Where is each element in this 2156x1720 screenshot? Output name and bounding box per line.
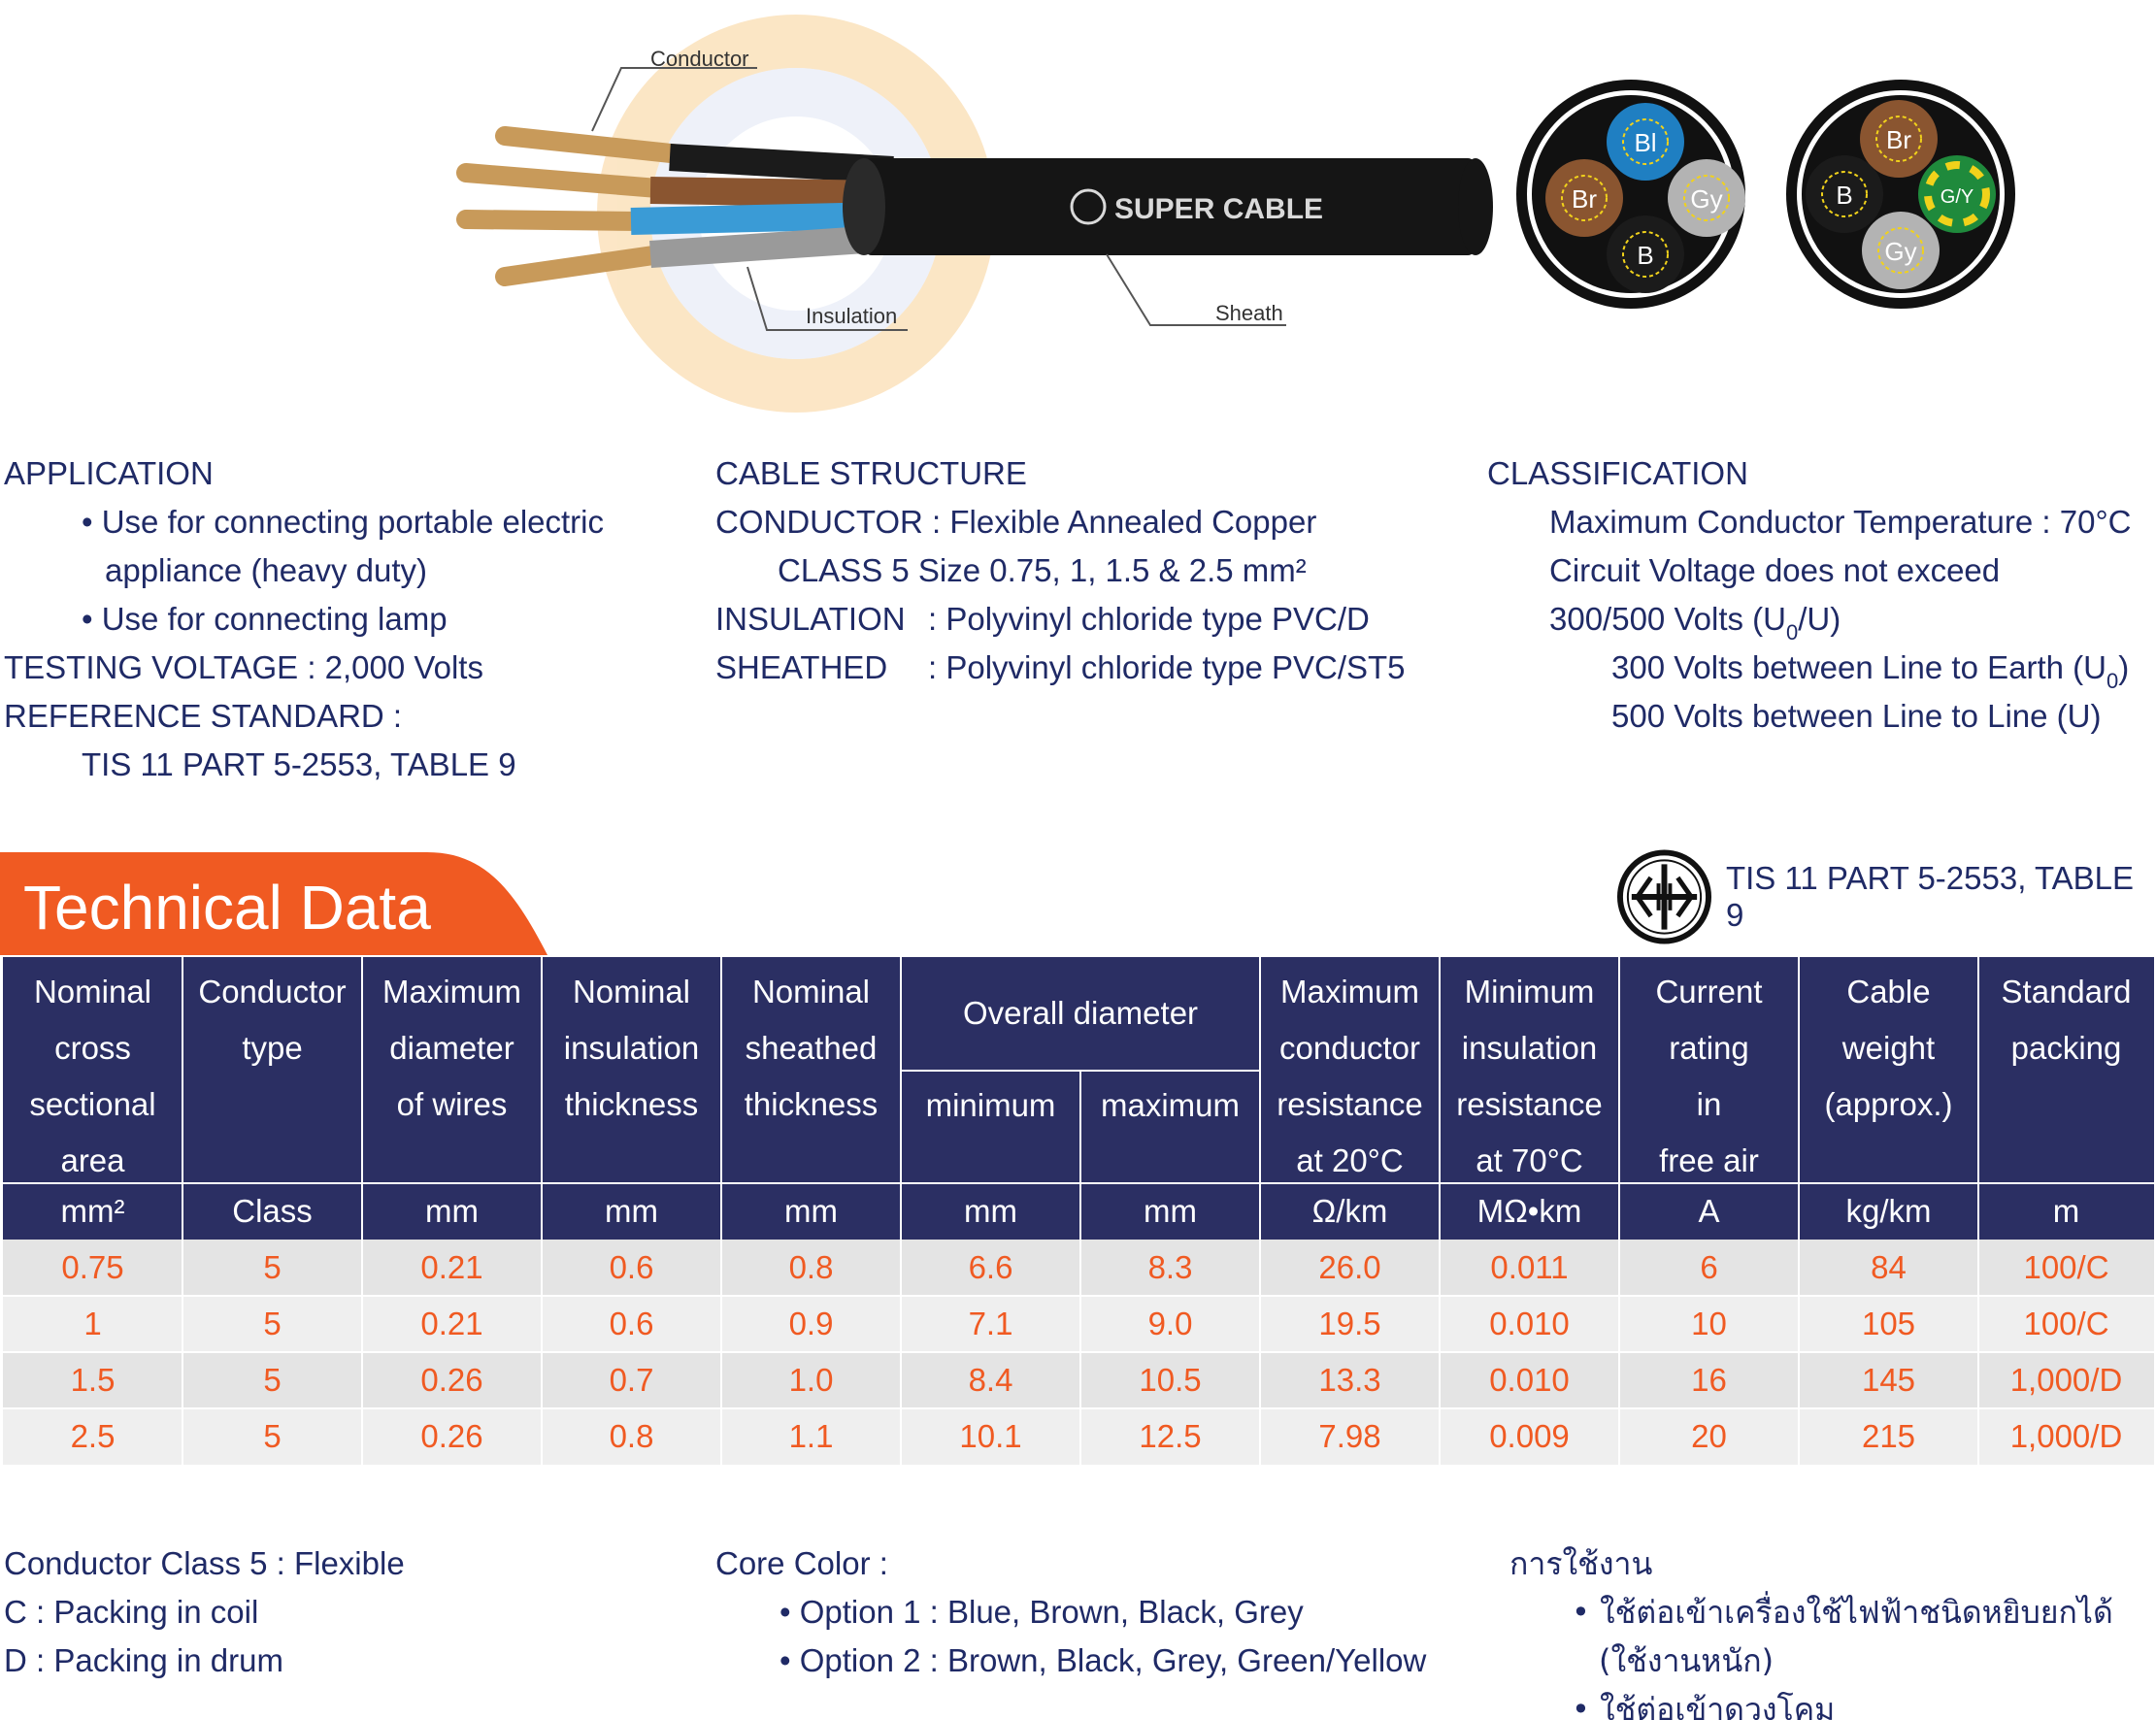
table-cell: 0.8 (788, 1249, 834, 1285)
line-to-line: 500 Volts between Line to Line (U) (1611, 698, 2102, 734)
note-line: D : Packing in drum (4, 1642, 283, 1678)
cross-section-option-2 (1786, 80, 2015, 309)
column-header (3, 957, 182, 1183)
column-header (1799, 957, 1978, 1183)
table-cell: 0.21 (420, 1249, 483, 1285)
table-cell: 100/C (2023, 1249, 2109, 1285)
voltage-rating-subscript: 0 (1786, 620, 1799, 645)
table-cell: 8.3 (1147, 1249, 1193, 1285)
group-header-overall-diameter: Overall diameter (962, 995, 1199, 1031)
table-cell: 7.1 (968, 1306, 1013, 1341)
column-header-line: insulation (563, 1030, 700, 1066)
technical-data-table (3, 957, 2154, 1465)
column-unit: mm (1144, 1193, 1197, 1229)
column-divider (1259, 957, 1261, 1465)
column-header-line: of wires (396, 1086, 508, 1122)
column-unit: mm (784, 1193, 838, 1229)
table-cell: 2.5 (70, 1418, 116, 1454)
footer-notes (4, 1539, 405, 1685)
column-header-line: Current (1655, 974, 1763, 1009)
table-cell: 10.1 (959, 1418, 1022, 1454)
core-label: G/Y (1940, 186, 1974, 208)
standard-reference-text: TIS 11 PART 5-2553, TABLE 9 (1725, 860, 2135, 933)
line-to-earth-text: 300 Volts between Line to Earth (U (1611, 649, 2106, 685)
column-header-line: type (242, 1030, 303, 1066)
conductor-spec-value: : Flexible Annealed Copper (922, 504, 1317, 540)
column-header-line: Cable (1846, 974, 1931, 1009)
cross-section-diagrams (1514, 78, 2029, 320)
column-header-line: area (60, 1142, 125, 1178)
column-unit: mm (425, 1193, 479, 1229)
table-cell: 0.26 (420, 1418, 483, 1454)
column-divider (900, 957, 902, 1465)
line-to-earth-text-end: ) (2118, 649, 2130, 685)
column-unit: mm (964, 1193, 1017, 1229)
core-color-option: • Option 2 : Brown, Black, Grey, Green/Yellow (779, 1642, 1427, 1678)
conductor-spec (715, 498, 1406, 546)
column-unit: A (1698, 1193, 1720, 1229)
table-cell: 19.5 (1318, 1306, 1381, 1341)
table-cell: 1,000/D (2009, 1418, 2123, 1454)
column-header-line: free air (1659, 1142, 1759, 1178)
table-cell: 0.8 (609, 1418, 654, 1454)
voltage-rating (1487, 595, 2132, 644)
row-divider (3, 1407, 2154, 1409)
column-header-line: insulation (1461, 1030, 1598, 1066)
classification-section (1487, 449, 2132, 741)
column-divider (541, 957, 543, 1465)
insulation-spec-value: : Polyvinyl chloride type PVC/D (928, 601, 1370, 637)
table-cell: 0.9 (788, 1306, 834, 1341)
core-label: Gy (1690, 184, 1723, 214)
column-divider (1977, 957, 1979, 1465)
tis-mark-icon (1616, 848, 1712, 945)
column-header (1978, 957, 2154, 1183)
column-header-line: sectional (29, 1086, 156, 1122)
conductor-label: Conductor (650, 47, 749, 71)
column-header-line: Nominal (572, 974, 691, 1009)
table-cell: 5 (263, 1306, 282, 1341)
table-cell: 0.011 (1490, 1249, 1569, 1285)
table-cell: 1 (83, 1306, 102, 1341)
column-header-line: cross (54, 1030, 131, 1066)
column-header (542, 957, 721, 1183)
column-header (1619, 957, 1799, 1183)
row-divider (3, 1351, 2154, 1353)
column-divider (1798, 957, 1800, 1465)
table-cell: 13.3 (1318, 1362, 1381, 1398)
table-cell: 7.98 (1318, 1418, 1381, 1454)
column-header-line: Standard (2001, 974, 2132, 1009)
conductor-spec-detail: CLASS 5 Size 0.75, 1, 1.5 & 2.5 mm² (778, 552, 1307, 588)
column-header-line: conductor (1279, 1030, 1420, 1066)
core-label: B (1637, 241, 1654, 270)
column-unit: Class (232, 1193, 313, 1229)
column-unit: mm² (60, 1193, 125, 1229)
callout-sheath (1107, 254, 1286, 325)
table-cell: 1,000/D (2009, 1362, 2123, 1398)
table-cell: 10.5 (1139, 1362, 1202, 1398)
application-bullet: • Use for connecting portable electric (82, 504, 604, 540)
table-cell: 0.009 (1489, 1418, 1570, 1454)
table-cell: 0.010 (1489, 1362, 1570, 1398)
column-header-line: at 70°C (1476, 1142, 1583, 1178)
column-header (721, 957, 901, 1183)
table-cell: 0.7 (609, 1362, 654, 1398)
column-header-line: thickness (744, 1086, 879, 1122)
table-cell: 6.6 (968, 1249, 1013, 1285)
column-header-line: sheathed (745, 1030, 878, 1066)
column-divider (1439, 957, 1441, 1465)
table-cell: 0.6 (609, 1249, 654, 1285)
conductor-spec-label: CONDUCTOR (715, 504, 923, 540)
table-cell: 100/C (2023, 1306, 2109, 1341)
core-label: B (1836, 181, 1853, 210)
insulation-label: Insulation (806, 304, 898, 328)
table-cell: 26.0 (1318, 1249, 1381, 1285)
core-color-option: • Option 1 : Blue, Brown, Black, Grey (779, 1594, 1304, 1630)
column-divider (361, 957, 363, 1465)
table-cell: 0.21 (420, 1306, 483, 1341)
column-header-line: Minimum (1464, 974, 1595, 1009)
core-label: Gy (1884, 237, 1917, 266)
header-divider (3, 1182, 2154, 1184)
table-cell: 0.6 (609, 1306, 654, 1341)
column-header (901, 1071, 1080, 1183)
column-divider (182, 957, 183, 1465)
column-header (362, 957, 542, 1183)
column-header-line: packing (2010, 1030, 2122, 1066)
column-header-line: at 20°C (1296, 1142, 1404, 1178)
standard-reference (1616, 848, 2156, 945)
testing-voltage: TESTING VOLTAGE : 2,000 Volts (4, 649, 483, 685)
table-cell: 0.010 (1489, 1306, 1570, 1341)
table-cell: 5 (263, 1418, 282, 1454)
column-header-line: maximum (1100, 1087, 1240, 1123)
insulation-spec-label: INSULATION (715, 601, 906, 637)
max-temperature: Maximum Conductor Temperature : 70°C (1549, 504, 2132, 540)
column-header-line: minimum (925, 1087, 1056, 1123)
reference-standard-heading: REFERENCE STANDARD : (4, 698, 403, 734)
column-unit: Ω/km (1311, 1193, 1388, 1229)
table-cell: 16 (1691, 1362, 1727, 1398)
table-cell: 145 (1861, 1362, 1916, 1398)
thai-application-section (1509, 1539, 2113, 1720)
brand-label: SUPER CABLE (1114, 193, 1324, 225)
table-cell: 1.1 (788, 1418, 834, 1454)
sheath-label: Sheath (1215, 301, 1283, 325)
insulation-spec (715, 595, 1406, 644)
thai-heading: การใช้งาน (1509, 1545, 1653, 1582)
application-bullet-continuation: appliance (heavy duty) (105, 552, 428, 588)
line-to-earth-subscript: 0 (2106, 669, 2119, 693)
table-cell: 1.0 (788, 1362, 834, 1398)
table-cell: 12.5 (1139, 1418, 1202, 1454)
core-label: Br (1572, 184, 1597, 214)
table-cell: 20 (1691, 1418, 1727, 1454)
table-cell: 0.26 (420, 1362, 483, 1398)
column-header-line: Maximum (381, 974, 521, 1009)
column-header-line: diameter (389, 1030, 514, 1066)
table-cell: 8.4 (968, 1362, 1013, 1398)
column-header-line: Nominal (751, 974, 871, 1009)
application-bullet: • Use for connecting lamp (82, 601, 448, 637)
voltage-rating-text: 300/500 Volts (U (1549, 601, 1786, 637)
cross-section-option-1 (1516, 80, 1745, 309)
sheathed-spec (715, 644, 1406, 692)
circuit-voltage: Circuit Voltage does not exceed (1549, 552, 2001, 588)
core-label: Bl (1634, 128, 1657, 157)
technical-data-title: Technical Data (23, 873, 431, 943)
header-divider (901, 1070, 1260, 1072)
core-color-heading: Core Color : (715, 1545, 888, 1581)
sheathed-spec-label: SHEATHED (715, 649, 888, 685)
column-header-line: rating (1669, 1030, 1749, 1066)
column-header-line: (approx.) (1824, 1086, 1953, 1122)
column-divider (1079, 1070, 1081, 1465)
note-line: C : Packing in coil (4, 1594, 259, 1630)
column-divider (720, 957, 722, 1465)
column-divider (1618, 957, 1620, 1465)
column-unit: mm (605, 1193, 658, 1229)
table-cell: 10 (1691, 1306, 1727, 1341)
table-cell: 0.75 (61, 1249, 124, 1285)
line-to-earth (1487, 644, 2132, 692)
column-header-line: thickness (564, 1086, 699, 1122)
column-header (1080, 1071, 1260, 1183)
table-cell: 84 (1871, 1249, 1907, 1285)
column-header-line: in (1696, 1086, 1722, 1122)
cable-sheath (843, 158, 1493, 255)
core-label: Br (1886, 125, 1911, 154)
thai-line: • ใช้ต่อเข้าดวงโคม (1572, 1691, 1836, 1720)
column-unit: kg/km (1845, 1193, 1932, 1229)
column-header-line: Nominal (33, 974, 152, 1009)
row-divider (3, 1295, 2154, 1297)
column-header (182, 957, 362, 1183)
table-cell: 6 (1700, 1249, 1718, 1285)
table-cell: 5 (263, 1362, 282, 1398)
column-header-line: Maximum (1279, 974, 1419, 1009)
application-heading: APPLICATION (4, 455, 214, 491)
table-cell: 5 (263, 1249, 282, 1285)
column-header-line: resistance (1277, 1086, 1423, 1122)
column-header-line: weight (1841, 1030, 1936, 1066)
note-line: Conductor Class 5 : Flexible (4, 1545, 405, 1581)
voltage-rating-text-end: /U) (1798, 601, 1841, 637)
classification-heading: CLASSIFICATION (1487, 455, 1748, 491)
application-section (4, 449, 604, 789)
table-cell: 105 (1861, 1306, 1916, 1341)
thai-line: • ใช้ต่อเข้าเครื่องใช้ไฟฟ้าชนิดหยิบยกได้ (1572, 1594, 2113, 1631)
sheathed-spec-value: : Polyvinyl chloride type PVC/ST5 (928, 649, 1406, 685)
cable-structure-section (715, 449, 1406, 692)
core-color-section (715, 1539, 1426, 1685)
reference-standard-value: TIS 11 PART 5-2553, TABLE 9 (82, 746, 516, 782)
cable-structure-heading: CABLE STRUCTURE (715, 455, 1027, 491)
column-header (1260, 957, 1440, 1183)
cable-diagram (427, 0, 1505, 417)
column-header-line: Conductor (198, 974, 347, 1009)
column-unit: m (2052, 1193, 2080, 1229)
column-header (1440, 957, 1619, 1183)
table-cell: 215 (1861, 1418, 1916, 1454)
table-cell: 1.5 (70, 1362, 116, 1398)
column-header-line: resistance (1456, 1086, 1603, 1122)
table-cell: 9.0 (1147, 1306, 1193, 1341)
column-unit: MΩ•km (1476, 1193, 1582, 1229)
thai-line: (ใช้งานหนัก) (1599, 1642, 1775, 1679)
